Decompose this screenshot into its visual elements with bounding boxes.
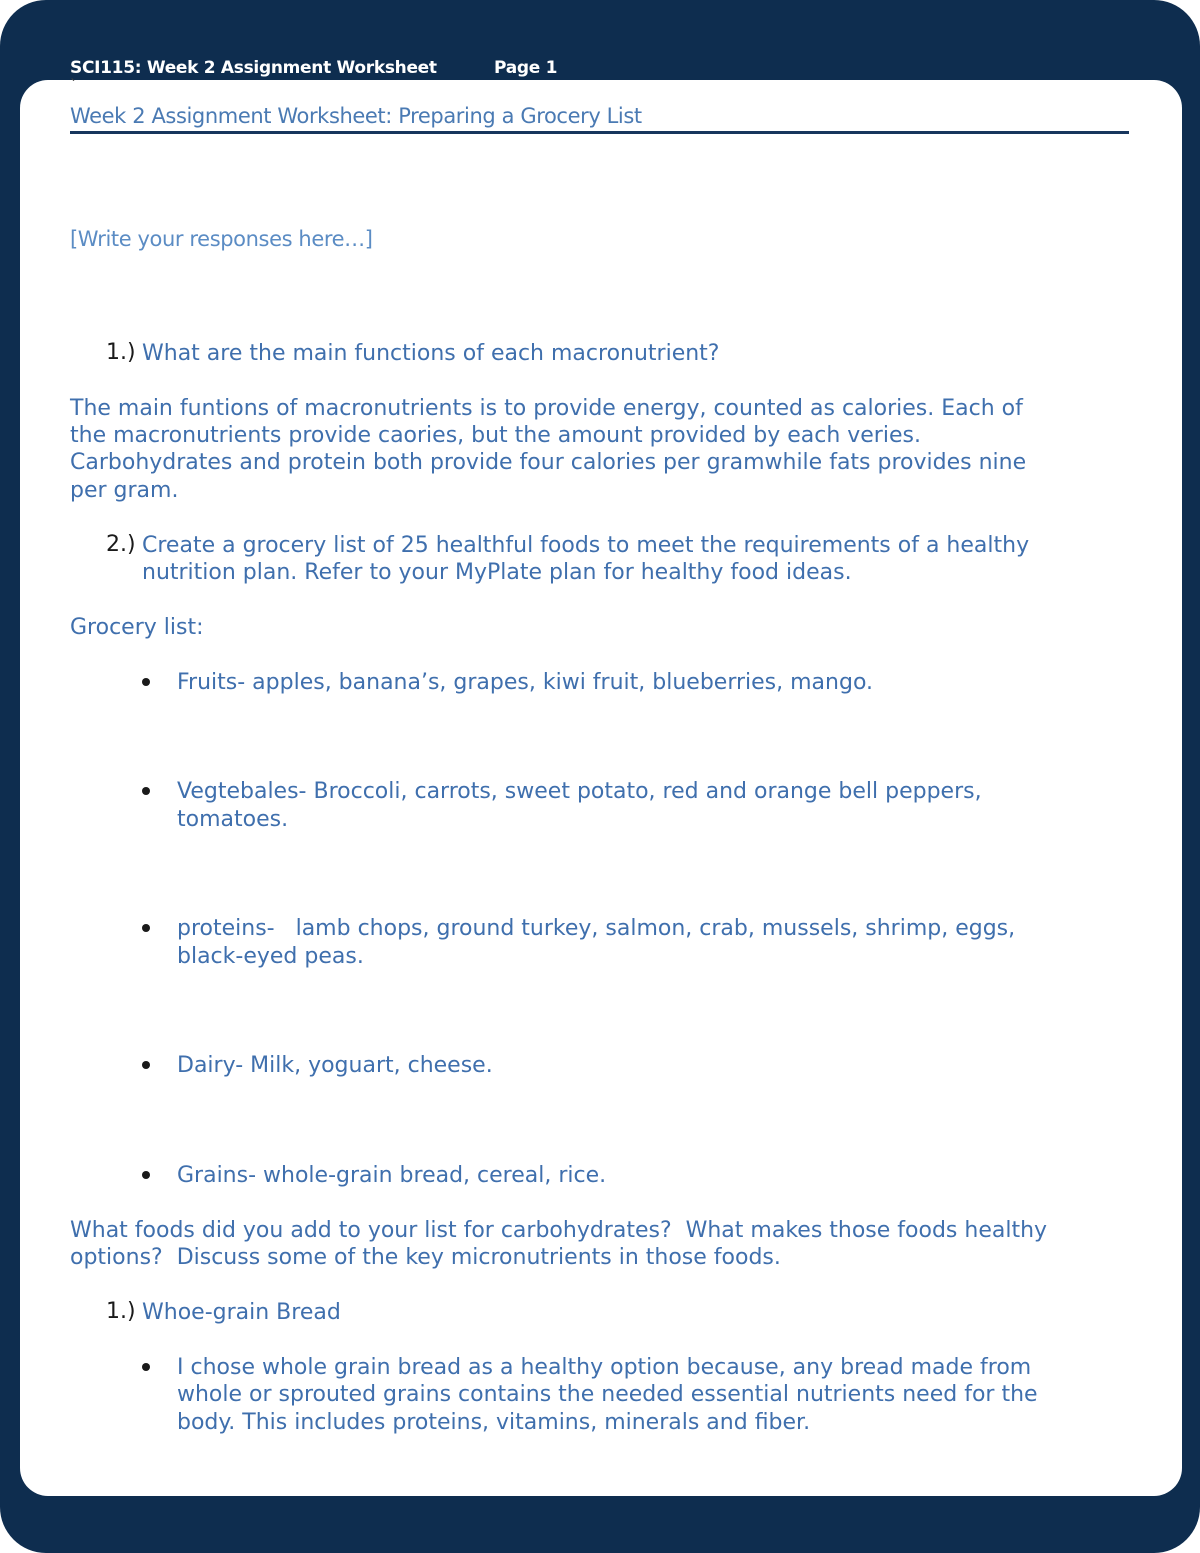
carb-item-1-number: 1.) bbox=[106, 1299, 136, 1324]
question-1-text: What are the main functions of each macronutrient? bbox=[142, 341, 720, 366]
answer-1-line-2: the macronutrients provide caories, but the amount provided by each veries. bbox=[70, 423, 921, 448]
grocery-list-label: Grocery list: bbox=[70, 615, 204, 640]
bullet-marker bbox=[142, 924, 150, 932]
answer-1-line-4: per gram. bbox=[70, 478, 179, 503]
question-2-number: 2.) bbox=[106, 532, 136, 557]
bullet-marker bbox=[142, 1061, 150, 1069]
question-2-line-2: nutrition plan. Refer to your MyPlate plan for healthy food ideas. bbox=[142, 560, 852, 585]
bullet-marker bbox=[142, 787, 150, 795]
grocery-vegetables-line-1: Vegtebales- Broccoli, carrots, sweet potato, red and orange bell peppers, bbox=[177, 779, 982, 804]
header-course: SCI115: Week 2 Assignment Worksheet bbox=[70, 58, 437, 78]
grocery-grains: Grains- whole-grain bread, cereal, rice. bbox=[177, 1163, 607, 1188]
stray-mark: ` bbox=[70, 78, 77, 94]
document-title: Week 2 Assignment Worksheet: Preparing a Grocery List bbox=[70, 104, 642, 128]
grocery-vegetables-line-2: tomatoes. bbox=[177, 807, 289, 832]
question-2-line-1: Create a grocery list of 25 healthful foods to meet the requirements of a healthy bbox=[142, 533, 1030, 558]
carb-item-1-detail-line-2: whole or sprouted grains contains the needed essential nutrients need for the bbox=[177, 1382, 1038, 1407]
response-placeholder: [Write your responses here…] bbox=[70, 227, 373, 251]
carb-item-1-label: Whoe-grain Bread bbox=[142, 1300, 341, 1325]
question-3-line-2: options? Discuss some of the key micronutrients in those foods. bbox=[70, 1245, 781, 1270]
question-1-number: 1.) bbox=[106, 340, 136, 365]
title-underline bbox=[70, 131, 1129, 134]
bullet-marker bbox=[142, 1171, 150, 1179]
carb-item-1-detail-line-1: I chose whole grain bread as a healthy option because, any bread made from bbox=[177, 1355, 1032, 1380]
grocery-dairy: Dairy- Milk, yoguart, cheese. bbox=[177, 1053, 493, 1078]
answer-1-line-1: The main funtions of macronutrients is to provide energy, counted as calories. Each of bbox=[70, 396, 1023, 421]
question-3-line-1: What foods did you add to your list for carbohydrates? What makes those foods healthy bbox=[70, 1218, 1048, 1243]
bullet-marker bbox=[142, 1363, 150, 1371]
carb-item-1-detail-line-3: body. This includes proteins, vitamins, minerals and fiber. bbox=[177, 1410, 811, 1435]
bullet-marker bbox=[142, 678, 150, 686]
grocery-proteins-line-2: black-eyed peas. bbox=[177, 944, 364, 969]
header-page-number: Page 1 bbox=[494, 58, 558, 78]
answer-1-line-3: Carbohydrates and protein both provide four calories per gramwhile fats provides nine bbox=[70, 450, 1027, 475]
grocery-fruits: Fruits- apples, banana’s, grapes, kiwi fruit, blueberries, mango. bbox=[177, 670, 874, 695]
grocery-proteins-line-1: proteins- lamb chops, ground turkey, salmon, crab, mussels, shrimp, eggs, bbox=[177, 916, 1016, 941]
